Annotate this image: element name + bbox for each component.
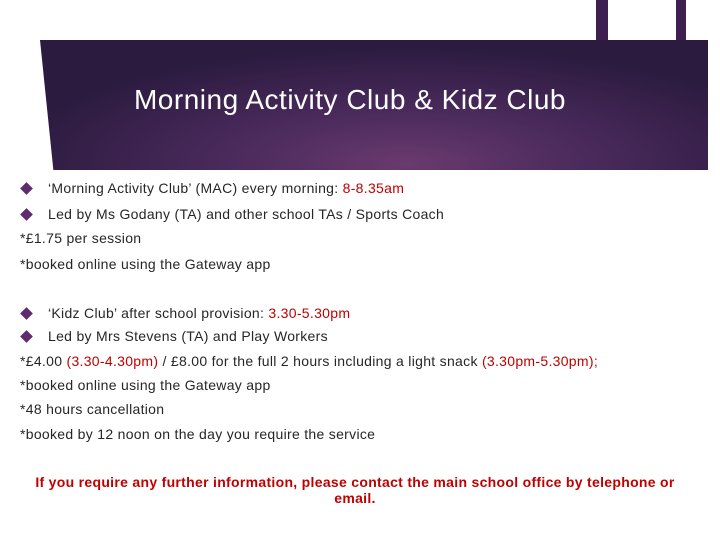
decorative-bar-top [596,0,608,44]
kidz-text: after school provision: [116,305,269,321]
bullet-diamond-icon [20,208,33,221]
decorative-bar-right [676,0,686,44]
kidz-name: ‘Kidz Club’ [48,305,117,321]
bullet-diamond-icon [20,182,33,195]
contact-footer: If you require any further information, please contact the main school office by telephone or email. [35,474,675,506]
mac-name: ‘Morning Activity Club’ (MAC) [48,180,238,196]
mac-text: every morning: [237,180,343,196]
kidz-time: 3.30-5.30pm [268,305,351,321]
mac-bullet-1 [48,180,404,196]
kidz-bullet-2: Led by Mrs Stevens (TA) and Play Workers [48,328,328,344]
kidz-price-a: *£4.00 [20,353,67,369]
mac-price: *£1.75 per session [20,230,142,246]
kidz-bullet-1 [48,305,350,321]
kidz-price-d: (3.30pm-5.30pm); [481,353,599,369]
mac-time: 8-8.35am [342,180,405,196]
kidz-price-b: (3.30-4.30pm) [66,353,159,369]
slide-title: Morning Activity Club & Kidz Club [133,84,566,115]
kidz-cancellation: *48 hours cancellation [20,401,165,417]
kidz-booking: *booked online using the Gateway app [20,377,271,393]
kidz-deadline: *booked by 12 noon on the day you require the service [20,426,376,442]
bullet-diamond-icon [20,307,33,320]
bullet-diamond-icon [20,330,33,343]
kidz-price [20,353,598,369]
mac-booking: *booked online using the Gateway app [20,256,271,272]
kidz-price-c: / £8.00 for the full 2 hours including a light snack [158,353,482,369]
mac-bullet-2: Led by Ms Godany (TA) and other school TAs / Sports Coach [48,206,445,222]
